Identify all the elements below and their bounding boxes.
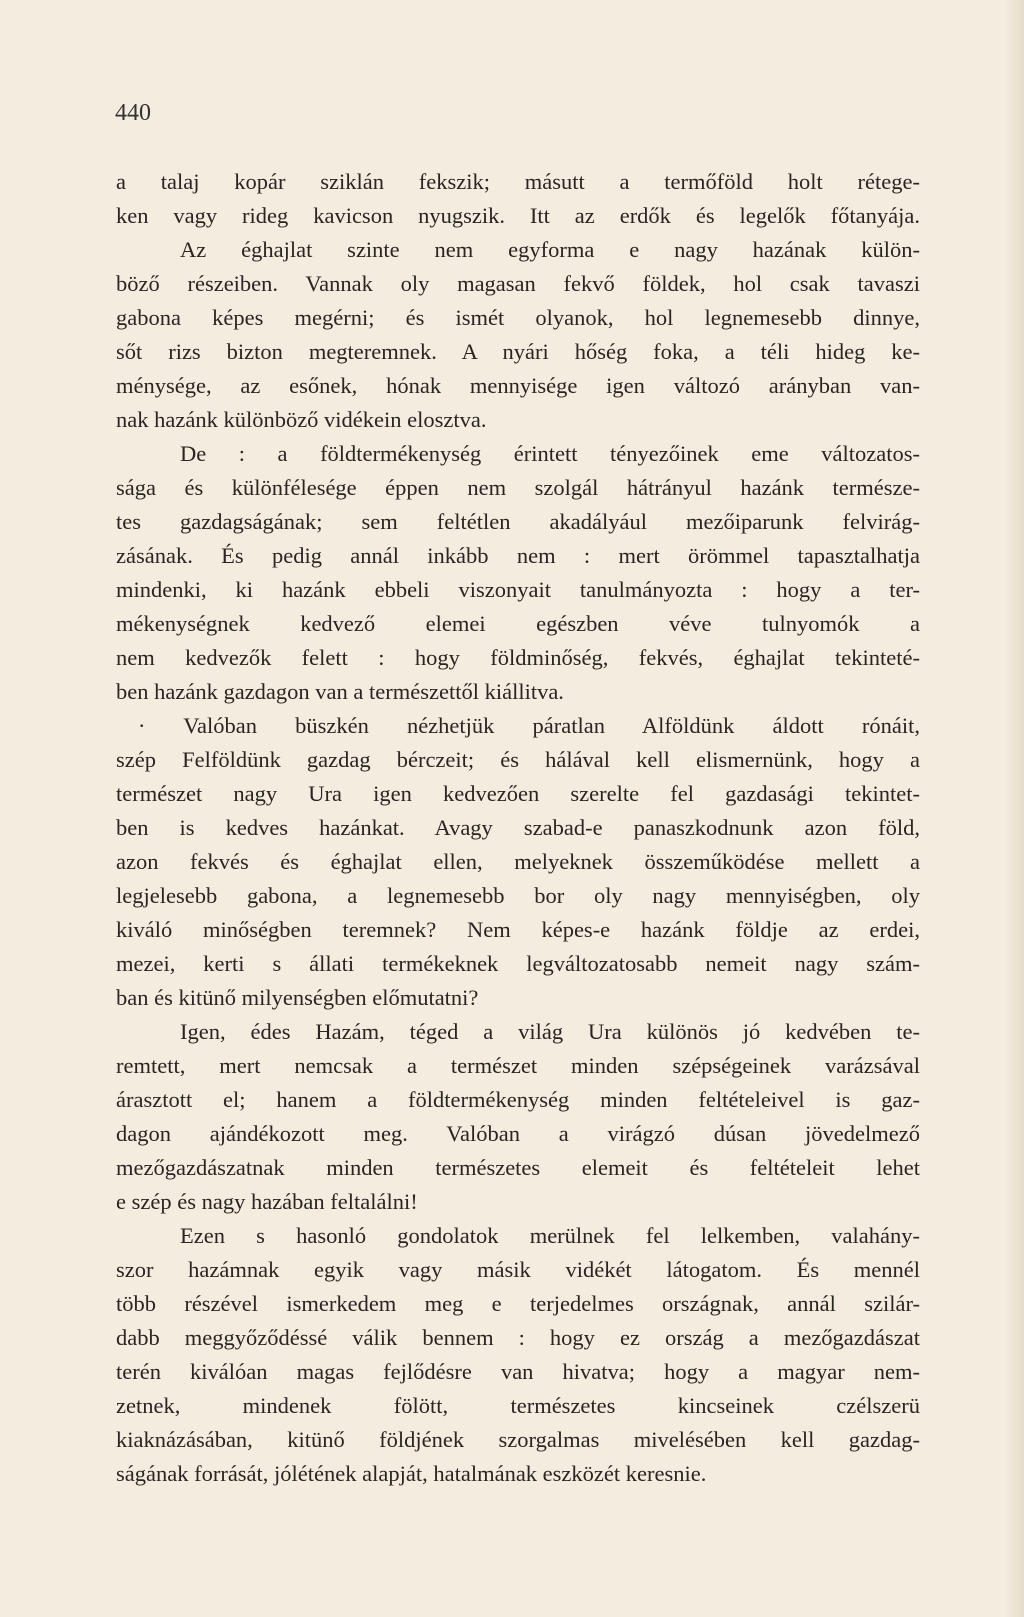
text-line: természet nagy Ura igen kedvezően szerelte fel gazdasági tekintet- <box>116 781 920 806</box>
text-line: mezőgazdászatnak minden természetes elemeit és feltételeit lehet <box>116 1155 920 1180</box>
text-line: több részével ismerkedem meg e terjedelmes országnak, annál szilár- <box>116 1291 920 1316</box>
text-line: a talaj kopár sziklán fekszik; másutt a termőföld holt rétege- <box>116 169 920 194</box>
text-line: zetnek, mindenek fölött, természetes kincseinek czélszerü <box>116 1393 920 1418</box>
text-line: ken vagy rideg kavicson nyugszik. Itt az erdők és legelők főtanyája. <box>116 203 920 228</box>
text-line: nem kedvezők felett : hogy földminőség, fekvés, éghajlat tekinteté- <box>116 645 920 670</box>
text-line: ben is kedves hazánkat. Avagy szabad-e panaszkodnunk azon föld, <box>116 815 920 840</box>
text-line: ménysége, az esőnek, hónak mennyisége igen változó arányban van- <box>116 373 920 398</box>
body-text <box>116 165 920 1491</box>
text-line: Ezen s hasonló gondolatok merülnek fel lelkemben, valahány- <box>180 1223 920 1248</box>
text-line: remtett, mert nemcsak a természet minden szépségeinek varázsával <box>116 1053 920 1078</box>
page-number: 440 <box>115 100 151 126</box>
text-line: azon fekvés és éghajlat ellen, melyeknek összeműködése mellett a <box>116 849 920 874</box>
text-line: sága és különfélesége éppen nem szolgál hátrányul hazánk természe- <box>116 475 920 500</box>
text-line: kiváló minőségben teremnek? Nem képes-e hazánk földje az erdei, <box>116 917 920 942</box>
text-line: sőt rizs bizton megteremnek. A nyári hőség foka, a téli hideg ke- <box>116 339 920 364</box>
text-line: szép Felföldünk gazdag bérczeit; és hálával kell elismernünk, hogy a <box>116 747 920 772</box>
text-line: mékenységnek kedvező elemei egészben véve tulnyomók a <box>116 611 920 636</box>
text-line: e szép és nagy hazában feltalálni! <box>116 1189 418 1214</box>
text-line: ben hazánk gazdagon van a természettől kiállitva. <box>116 679 564 704</box>
text-line: árasztott el; hanem a földtermékenység minden feltételeivel is gaz- <box>116 1087 920 1112</box>
text-line: ban és kitünő milyenségben előmutatni? <box>116 985 479 1010</box>
page-edge-shadow <box>1006 0 1024 1617</box>
text-line: nak hazánk különböző vidékein elosztva. <box>116 407 487 432</box>
text-line: dagon ajándékozott meg. Valóban a virágzó dúsan jövedelmező <box>116 1121 920 1146</box>
text-line: De : a földtermékenység érintett tényezőinek eme változatos- <box>180 441 920 466</box>
text-line: gabona képes megérni; és ismét olyanok, hol legnemesebb dinnye, <box>116 305 920 330</box>
text-line: mezei, kerti s állati termékeknek legváltozatosabb nemeit nagy szám- <box>116 951 920 976</box>
text-line: dabb meggyőződéssé válik bennem : hogy ez ország a mezőgazdászat <box>116 1325 920 1350</box>
text-line: mindenki, ki hazánk ebbeli viszonyait tanulmányozta : hogy a ter- <box>116 577 920 602</box>
text-line: ságának forrását, jólétének alapját, hatalmának eszközét keresnie. <box>116 1461 707 1486</box>
text-line: Az éghajlat szinte nem egyforma e nagy hazának külön- <box>180 237 920 262</box>
text-line: zásának. És pedig annál inkább nem : mert örömmel tapasztalhatja <box>116 543 920 568</box>
text-line: Igen, édes Hazám, téged a világ Ura különös jó kedvében te- <box>180 1019 920 1044</box>
text-line: terén kiválóan magas fejlődésre van hivatva; hogy a magyar nem- <box>116 1359 920 1384</box>
text-line: legjelesebb gabona, a legnemesebb bor oly nagy mennyiségben, oly <box>116 883 920 908</box>
text-line: kiaknázásában, kitünő földjének szorgalmas mivelésében kell gazdag- <box>116 1427 920 1452</box>
text-line: böző részeiben. Vannak oly magasan fekvő földek, hol csak tavaszi <box>116 271 920 296</box>
text-line: · Valóban büszkén nézhetjük páratlan Alföldünk áldott rónáit, <box>138 713 920 738</box>
text-line: szor hazámnak egyik vagy másik vidékét látogatom. És mennél <box>116 1257 920 1282</box>
text-line: tes gazdagságának; sem feltétlen akadályául mezőiparunk felvirág- <box>116 509 920 534</box>
